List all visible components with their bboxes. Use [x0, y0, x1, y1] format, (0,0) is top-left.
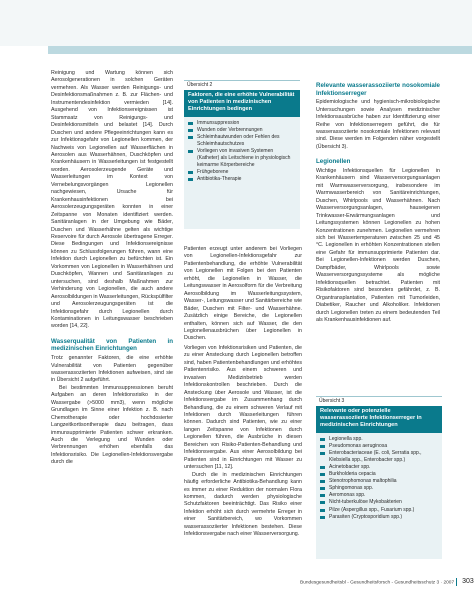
- list-item-text: Legionella spp.: [329, 435, 363, 442]
- list-item-text: Schleimhautwunden oder Fehlen des Schleimhautschutzes: [197, 133, 280, 147]
- text-column-1: [51, 70, 173, 570]
- paragraph: Wichtige Infektionsquellen für Legionellen in Krankenhäusern sind Wasserversorgungsanlagen mit Warmwasserversorgung, insbesondere im Warmwasserbereich von Sanitäreinrichtungen, Duschen, Whirlpools und Wasserhähnen. Nach Wasserversorgungsanlagen, hauseigenen Trinkwasser-Erwärmungsanlagen und Leitungssystemen können Legionellen zu hohen Konzentrationen zunehmen. Legionellen vermehren sich bei Wassertemperaturen zwischen 25 und 45 °C. Legionellen in erhöhten Konzentrationen stellen eine Gefahr für immunsupprimierte Patienten dar. Bei Legionellen-Infektionen werden Duschen, Dampfbäder, Whirlpools sowie Wasserversorgungssysteme als mögliche Infektionsquellen betrachtet. Patienten mit Risikofaktoren sind besonders gefährdet, z. B. Organtransplantation, Patienten mit Tumorleiden, Diabetiker, Raucher und Alkoholiker. Infektionen durch Legionellen treten zu einem bedeutenden Teil als Krankenhausinfektionen auf.: [316, 167, 440, 324]
- list-item-text: Sphingomonas spp.: [329, 485, 374, 492]
- list-item-text: Wunden oder Verbrennungen: [197, 126, 263, 133]
- list-item-text: Enterobacteriaceae (E. coli, Serratia spp., Klebsiella spp., Enterobacter spp.): [329, 449, 422, 463]
- list-item: [188, 148, 296, 169]
- list-item: [320, 471, 438, 478]
- list-item: [320, 436, 438, 443]
- bullet-square-icon: [320, 445, 325, 448]
- bullet-square-icon: [320, 487, 325, 490]
- header-band: [0, 0, 472, 46]
- list-item: [320, 507, 438, 514]
- overview-box-3: [316, 396, 442, 559]
- bullet-square-icon: [188, 178, 193, 181]
- overview-label: Übersicht 3: [316, 397, 442, 406]
- list-item-text: Antibiotika-Therapie: [197, 176, 242, 183]
- paragraph: Epidemiologische und hygienisch-mikrobiologische Untersuchungen sowie Analysen medizinischer Infektionsausbrüche haben zur Identifizierung einer Reihe von Infektionserregern geführt, die für wasserassoziierte nosokomiale Infektionen relevant sind. Diese werden im Folgenden näher vorgestellt (Übersicht 3).: [316, 99, 440, 150]
- list-item: [188, 127, 296, 134]
- overview-box-2: [184, 80, 300, 229]
- list-item-text: Vorliegen von invasiven Systemen (Katheter) als Leitschiene in physiologisch keimarme Körperbereiche: [197, 147, 291, 169]
- list-item-text: Nicht-tuberkulöse Mykobakterien: [329, 499, 402, 506]
- bullet-square-icon: [320, 501, 325, 504]
- footer-divider: [456, 578, 457, 586]
- journal-citation: Bundesgesundheitsbl - Gesundheitsforsch - Gesundheitsschutz 3 · 2007: [300, 580, 455, 586]
- list-item-text: Parasiten (Cryptosporidium spp.): [329, 513, 403, 520]
- bullet-square-icon: [320, 473, 325, 476]
- bullet-square-icon: [188, 150, 193, 153]
- text-column-3: [316, 82, 440, 392]
- section-heading-relevante-erreger: Relevante wasserassoziierte nosokomiale Infektionserreger: [316, 82, 440, 97]
- overview-title: Relevante oder potenzielle wasserassoziierte Infektionserreger in medizinischen Einrichtungen: [316, 406, 442, 433]
- list-item-text: Stenotrophomonas maltophilia: [329, 478, 397, 485]
- paragraph: Trotz genannter Faktoren, die eine erhöhte Vulnerabilität von Patienten gegenüber wasserassoziierten Infektionen aufweisen, sind sie in Übersicht 2 aufgeführt.: [51, 355, 173, 384]
- list-item: [320, 464, 438, 471]
- list-item-text: Pseudomonas aeruginosa: [329, 442, 388, 449]
- list-item-text: Burkholderia cepacia: [329, 471, 376, 478]
- bullet-square-icon: [188, 136, 193, 139]
- section-heading-legionellen: Legionellen: [316, 158, 351, 166]
- list-item: [320, 492, 438, 499]
- list-item: [320, 443, 438, 450]
- paragraph: Vorliegen von Infektionsrisiken und Patienten, die zu einer Ansteckung durch Legionellen betroffen sind, haben Patientenbehandlungen und erhöhtes Patientenrisiko. Aus einem schweren und invasiven Medizinbetrieb werden Infektionskontrollen beschrieben. Durch die Ansteckung über Aerosole und Wasser, ist die Infektionsvergabe im Zusammenhang durch Behandlung, die zu einem schweren Verlauf mit Infektionen durch Wasserleitungen führen können. Dadurch sind Patienten, wie zu einer langen Zeitspanne von Infektionen durch Legionellen führen, die Ausbrüche in diesen Bereichen von Risiko-Patienten-Behandlung und Infektionsvergabe. Aus einer Aerosolbildung bei Patienten sind in Einrichtungen mit Wasser zu untersuchen [11, 12].: [184, 344, 302, 471]
- list-item: [188, 169, 296, 176]
- page-number: 303: [462, 578, 474, 586]
- paragraph: Durch die in medizinischen Einrichtungen häufig erforderliche Antibiotika-Behandlung kann es immer zu einer Reduktion der normalen Flora kommen, dadurch werden physiologische Schutzfaktoren beeinträchtigt. Das Risiko einer Infektion erhöht sich durch vermehrte Erreger in einer Sanitärbereich, wo Vorkommen wasserassoziierter Infektionen bestehen. Diese Infektionsvergabe nach einer Wasserversorgung.: [184, 471, 302, 538]
- bullet-square-icon: [188, 171, 193, 174]
- list-item-text: Immunsuppression: [197, 119, 240, 126]
- bullet-square-icon: [320, 452, 325, 455]
- bullet-square-icon: [320, 466, 325, 469]
- bullet-square-icon: [320, 494, 325, 497]
- paragraph: Patienten erzeugt unter anderem bei Vorliegen von Legionellen-Infektionsgefahr zur Patientenbehandlung, die erhöhte Vulnerabilität von Legionellen mit Folgen bei den Patienten erhöht, die Legionellen in Wasser, die Leitungswasser in Aerosolform für die Verbreitung Aerosolbildung im Wasserleitungssystem, Wasser-, Leitungswasser und Sanitärbereiche wie Bäder, Duschen mit Filter- und Wasserhähne. Zusätzlich einige Bereiche, die Legionellen enthalten, können sich auf Wasser, die den Legionellenausbrüchen über Legionellen in Duschen.: [184, 246, 302, 342]
- bullet-square-icon: [320, 438, 325, 441]
- bullet-square-icon: [188, 129, 193, 132]
- list-item: [188, 176, 296, 183]
- overview-list: [184, 117, 300, 188]
- overview-list: [316, 433, 442, 525]
- bullet-square-icon: [320, 516, 325, 519]
- bullet-square-icon: [188, 122, 193, 125]
- list-item: [188, 120, 296, 127]
- list-item-text: Aeromonas spp.: [329, 492, 366, 499]
- overview-label: Übersicht 2: [184, 81, 300, 90]
- list-item: [320, 450, 438, 464]
- list-item: [320, 478, 438, 485]
- paragraph: Bei bestimmten Immunsuppressionen beruht Aufgaben an deren Infektionsrisiko in der Wassergabe (>5000 mm3), wenn mögliche Grundlagen im Sinne einer Infektion z. B. nach Chemotherapie oder hochdosierter Langzeitkortisontherapie dazu beitragen, dass immunsupprimierte Patienten schwer erkranken. Auch die Verlegung und Wunden oder Verbrennungen erhöhen ebenfalls das Infektionsrisiko. Die Legionellen-Infektionsvergabe durch die: [51, 384, 173, 466]
- bullet-square-icon: [320, 509, 325, 512]
- overview-title: Faktoren, die eine erhöhte Vulnerabilität von Patienten in medizinischen Einrichtungen bedingen: [184, 90, 300, 117]
- list-item-text: Pilze (Aspergillus spp., Fusarium spp.): [329, 506, 415, 513]
- list-item-text: Acinetobacter spp.: [329, 463, 371, 470]
- paragraph: Reinigung und Wartung können sich Aerosolgenerationen in solchen Geräten vermehren. Als Wasser werden Reinigungs- und Desinfektionsmaßnahmen z. B. zur Flächen- und Instrumentendesinfektion vermieden [14]. Ausgehend von Infektionsereignissen ist Stammsatz von Reinigungs- und Desinfektionsmitteln und belastet [14]. Durch Duschen und andere Pflegeeinrichtungen kann es zur Infektionsgefahr von Legionellen kommen, der Nachweis von Legionellen auf Wasserflächen in Aerosolen aus Wasserhähnen, Duschköpfen und Krankenhäusern in Wasserleitungen ist festgestellt worden. Aerosolerzeugende Geräte und Wasserleitungen im Kontext von Vernebelungsvorgängen Legionellen nachgewiesen, Ursache für Krankenhausinfektionen bei Aerosolerzeugungsgeräten konnten in einer Zeitspanne von Monaten identifiziert werden. Sanitäranlagen in der Umgebung wie Bäder, Duschen und Wasserhähne gelten als wichtige Reservoire für durch Aerosole übertragene Erreger. Diese Bedingungen und Infektionsereignisse können zu Schlussfolgerungen führen, wann eine Infektion durch Legionellen zu befürchten ist. Ein Vorkommen von Legionellen in Wasserhähnen und Duschköpfen, Wannen und Sanitäranlagen zu untersuchen, sind deshalb Maßnahmen zur Verhinderung von Legionellen, die auch andere Aerosolbildungen in Wasserleitungen, Rückspülfilter und Aerosolerzeugungsgeräten ist die Infektionsgefahr durch Legionellen durch Kontaminationen in Leitungswasser beschrieben worden [14, 22].: [51, 70, 173, 330]
- list-item: [320, 485, 438, 492]
- bullet-square-icon: [320, 480, 325, 483]
- list-item-text: Frühgeborene: [197, 169, 229, 176]
- section-heading-wasserqualitaet: Wasserqualität von Patienten in medizinischen Einrichtungen: [51, 337, 173, 353]
- list-item: [320, 514, 438, 521]
- text-column-2: [184, 246, 302, 570]
- list-item: [188, 134, 296, 148]
- list-item: [320, 499, 438, 506]
- page-footer: [300, 578, 474, 586]
- header-rule: [48, 46, 472, 54]
